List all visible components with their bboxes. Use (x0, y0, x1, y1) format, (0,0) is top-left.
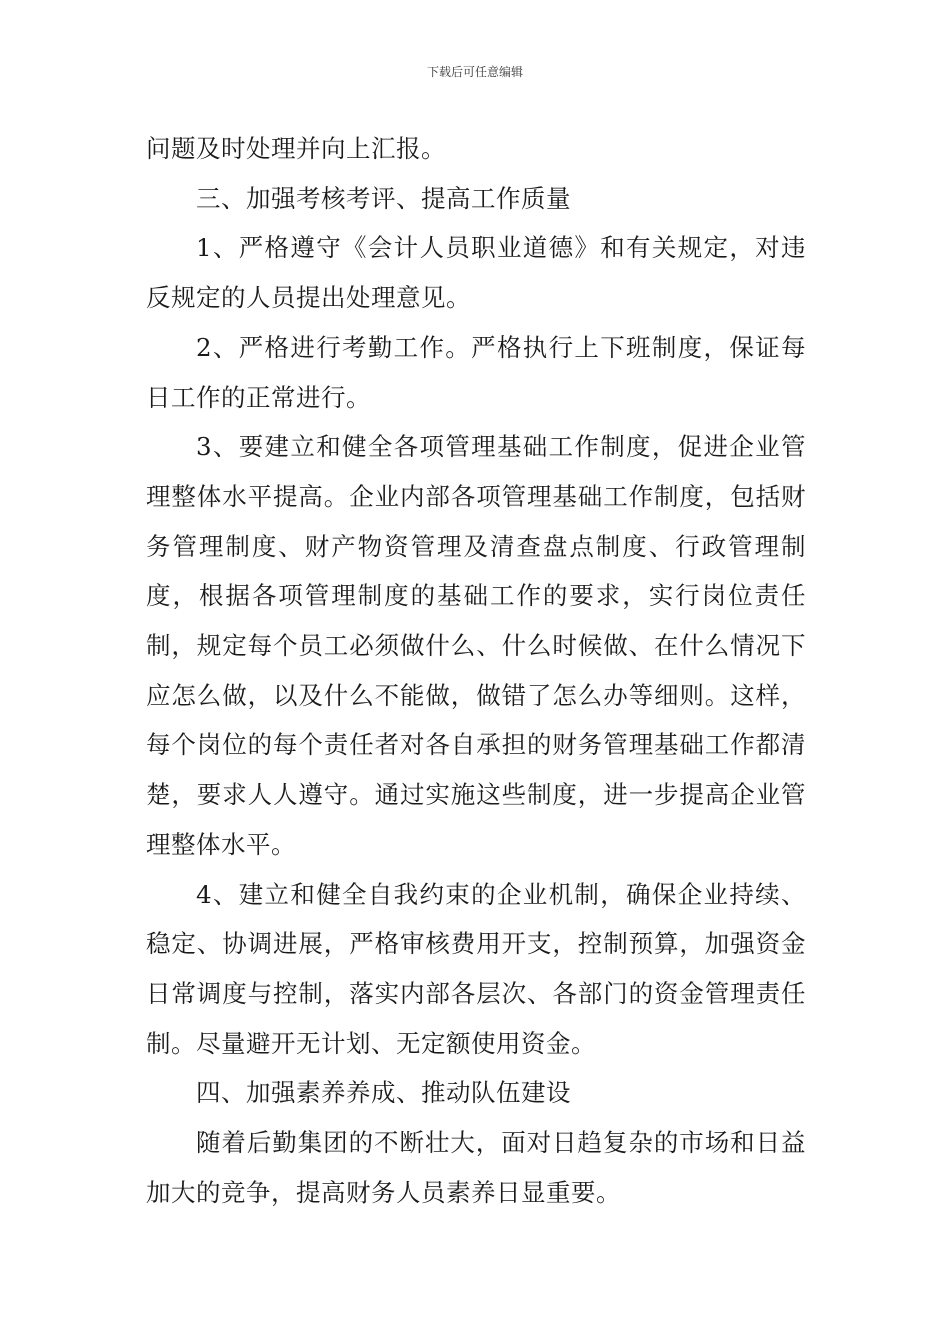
paragraph-item-2: 2、严格进行考勤工作。严格执行上下班制度，保证每日工作的正常进行。 (146, 332, 806, 412)
page-header-note: 下载后可任意编辑 (426, 65, 523, 79)
paragraph-1: 问题及时处理并向上汇报。 (146, 134, 446, 163)
section-heading-4: 四、加强素养养成、推动队伍建设 (196, 1078, 571, 1108)
paragraph-item-4: 4、建立和健全自我约束的企业机制，确保企业持续、稳定、协调进展，严格审核费用开支，控制预算，加强资金日常调度与控制，落实内部各层次、各部门的资金管理责任制。尽量避开无计划、无定额使用资金。 (146, 879, 806, 1058)
paragraph-closing: 随着后勤集团的不断壮大，面对日趋复杂的市场和日益加大的竞争，提高财务人员素养日显重要。 (146, 1128, 806, 1207)
section-heading-3: 三、加强考核考评、提高工作质量 (196, 183, 571, 213)
paragraph-item-3: 3、要建立和健全各项管理基础工作制度，促进企业管理整体水平提高。企业内部各项管理基础工作制度，包括财务管理制度、财产物资管理及清查盘点制度、行政管理制度，根据各项管理制度的基础工作的要求，实行岗位责任制，规定每个员工必须做什么、什么时候做、在什么情况下应怎么做，以及什么不能做，做错了怎么办等细则。这样，每个岗位的每个责任者对各自承担的财务管理基础工作都清楚，要求人人遵守。通过实施这些制度，进一步提高企业管理整体水平。 (146, 432, 806, 859)
document-body (146, 124, 806, 1217)
paragraph-item-1: 1、严格遵守《会计人员职业道德》和有关规定，对违反规定的人员提出处理意见。 (146, 233, 806, 313)
